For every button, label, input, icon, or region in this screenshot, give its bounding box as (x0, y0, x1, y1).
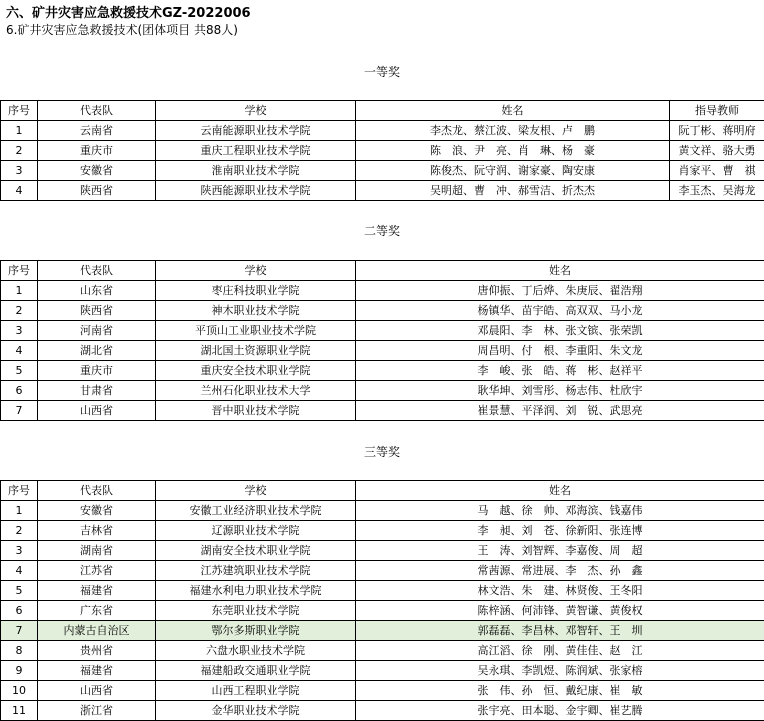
table-row (1, 621, 764, 641)
rank-cell: 4 (1, 561, 38, 581)
team-cell: 重庆市 (38, 361, 156, 381)
column-header: 姓名 (356, 101, 670, 121)
rank-cell: 5 (1, 361, 38, 381)
members-cell: 吴明超、曹 冲、郝雪洁、折杰杰 (356, 181, 670, 201)
members-cell: 马 越、徐 帅、邓海滨、钱嘉伟 (356, 501, 764, 521)
members-cell: 邓晨阳、李 林、张文镔、张荣凯 (356, 321, 764, 341)
members-cell: 陈俊杰、阮守润、谢家豪、陶安康 (356, 161, 670, 181)
school-cell: 辽源职业技术学院 (156, 521, 356, 541)
school-cell: 陕西能源职业技术学院 (156, 181, 356, 201)
school-cell: 重庆工程职业技术学院 (156, 141, 356, 161)
school-cell: 湖南安全技术职业学院 (156, 541, 356, 561)
team-cell: 云南省 (38, 121, 156, 141)
members-cell: 陈梓涵、何沛锋、黄智谦、黄俊权 (356, 601, 764, 621)
school-cell: 枣庄科技职业学院 (156, 281, 356, 301)
advisors-cell: 肖家平、曹 祺 (670, 161, 764, 181)
team-cell: 福建省 (38, 581, 156, 601)
first-prize-table (0, 100, 764, 201)
rank-cell: 9 (1, 661, 38, 681)
members-cell: 李杰龙、蔡江波、梁友根、卢 鹏 (356, 121, 670, 141)
third-prize-caption: 三等奖 (363, 445, 400, 459)
members-cell: 李 峻、张 皓、蒋 彬、赵祥平 (356, 361, 764, 381)
table-row (1, 401, 764, 421)
column-header: 序号 (1, 261, 38, 281)
school-cell: 金华职业技术学院 (156, 701, 356, 721)
table-row (1, 181, 764, 201)
members-cell: 唐仰振、丁后烨、朱庚辰、翟浩翔 (356, 281, 764, 301)
advisors-cell: 李玉杰、吴海龙 (670, 181, 764, 201)
rank-cell: 6 (1, 601, 38, 621)
members-cell: 崔景慧、平泽润、刘 锐、武思亮 (356, 401, 764, 421)
team-cell: 贵州省 (38, 641, 156, 661)
members-cell: 高江滔、徐 刚、黄佳佳、赵 江 (356, 641, 764, 661)
members-cell: 李 昶、刘 苍、徐新阳、张连博 (356, 521, 764, 541)
team-cell: 甘肃省 (38, 381, 156, 401)
members-cell: 张宇亮、田本聪、金宇卿、崔艺腾 (356, 701, 764, 721)
team-cell: 广东省 (38, 601, 156, 621)
school-cell: 重庆安全技术职业学院 (156, 361, 356, 381)
team-cell: 安徽省 (38, 501, 156, 521)
school-cell: 晋中职业技术学院 (156, 401, 356, 421)
rank-cell: 6 (1, 381, 38, 401)
school-cell: 六盘水职业技术学院 (156, 641, 356, 661)
rank-cell: 11 (1, 701, 38, 721)
table-row (1, 121, 764, 141)
column-header: 代表队 (38, 101, 156, 121)
team-cell: 浙江省 (38, 701, 156, 721)
table-row (1, 321, 764, 341)
table-row (1, 281, 764, 301)
team-cell: 山西省 (38, 681, 156, 701)
school-cell: 江苏建筑职业技术学院 (156, 561, 356, 581)
table-row (1, 361, 764, 381)
first-prize-caption: 一等奖 (363, 65, 400, 79)
members-cell: 耿华坤、刘雪彤、杨志伟、杜欣宇 (356, 381, 764, 401)
team-cell: 江苏省 (38, 561, 156, 581)
second-prize-caption: 二等奖 (363, 224, 400, 238)
page-title: 六、矿井灾害应急救援技术GZ-2022006 (6, 6, 251, 21)
third-prize-table (0, 480, 764, 721)
rank-cell: 3 (1, 541, 38, 561)
advisors-cell: 阮丁彬、蒋明府 (670, 121, 764, 141)
table-row (1, 161, 764, 181)
rank-cell: 4 (1, 181, 38, 201)
column-header: 指导教师 (670, 101, 764, 121)
column-header: 学校 (156, 481, 356, 501)
school-cell: 东莞职业技术学院 (156, 601, 356, 621)
members-cell: 张 伟、孙 恒、戴纪康、崔 敏 (356, 681, 764, 701)
team-cell: 河南省 (38, 321, 156, 341)
table-header-row (1, 261, 764, 281)
column-header: 代表队 (38, 261, 156, 281)
rank-cell: 3 (1, 161, 38, 181)
second-prize-table (0, 260, 764, 421)
rank-cell: 4 (1, 341, 38, 361)
team-cell: 山东省 (38, 281, 156, 301)
rank-cell: 1 (1, 281, 38, 301)
school-cell: 山西工程职业学院 (156, 681, 356, 701)
advisors-cell: 黄文祥、骆大勇 (670, 141, 764, 161)
school-cell: 鄂尔多斯职业学院 (156, 621, 356, 641)
table-row (1, 541, 764, 561)
members-cell: 杨镇华、苗宇皓、高双双、马小龙 (356, 301, 764, 321)
table-row (1, 581, 764, 601)
table-row (1, 301, 764, 321)
team-cell: 福建省 (38, 661, 156, 681)
table-header-row (1, 481, 764, 501)
school-cell: 兰州石化职业技术大学 (156, 381, 356, 401)
members-cell: 常茜源、常进展、李 杰、孙 鑫 (356, 561, 764, 581)
rank-cell: 10 (1, 681, 38, 701)
table-row (1, 641, 764, 661)
table-row (1, 141, 764, 161)
school-cell: 安徽工业经济职业技术学院 (156, 501, 356, 521)
team-cell: 吉林省 (38, 521, 156, 541)
rank-cell: 2 (1, 301, 38, 321)
rank-cell: 7 (1, 621, 38, 641)
column-header: 学校 (156, 261, 356, 281)
column-header: 代表队 (38, 481, 156, 501)
column-header: 序号 (1, 481, 38, 501)
rank-cell: 3 (1, 321, 38, 341)
column-header: 序号 (1, 101, 38, 121)
team-cell: 陕西省 (38, 181, 156, 201)
members-cell: 王 涛、刘智辉、李嘉俊、周 超 (356, 541, 764, 561)
table-row (1, 701, 764, 721)
school-cell: 云南能源职业技术学院 (156, 121, 356, 141)
school-cell: 福建水利电力职业技术学院 (156, 581, 356, 601)
page-subtitle: 6.矿井灾害应急救援技术(团体项目 共88人) (6, 23, 238, 37)
table-row (1, 601, 764, 621)
table-row (1, 661, 764, 681)
table-row (1, 501, 764, 521)
table-row (1, 521, 764, 541)
school-cell: 湖北国土资源职业学院 (156, 341, 356, 361)
team-cell: 陕西省 (38, 301, 156, 321)
team-cell: 安徽省 (38, 161, 156, 181)
members-cell: 陈 浪、尹 亮、肖 琳、杨 豪 (356, 141, 670, 161)
team-cell: 内蒙古自治区 (38, 621, 156, 641)
table-row (1, 681, 764, 701)
members-cell: 周昌明、付 根、李重阳、朱文龙 (356, 341, 764, 361)
column-header: 学校 (156, 101, 356, 121)
school-cell: 淮南职业技术学院 (156, 161, 356, 181)
rank-cell: 1 (1, 501, 38, 521)
rank-cell: 2 (1, 141, 38, 161)
school-cell: 神木职业技术学院 (156, 301, 356, 321)
table-header-row (1, 101, 764, 121)
rank-cell: 2 (1, 521, 38, 541)
school-cell: 福建船政交通职业学院 (156, 661, 356, 681)
column-header: 姓名 (356, 481, 764, 501)
rank-cell: 7 (1, 401, 38, 421)
rank-cell: 5 (1, 581, 38, 601)
members-cell: 吴永琪、李凯煜、陈润斌、张家榕 (356, 661, 764, 681)
rank-cell: 8 (1, 641, 38, 661)
team-cell: 湖北省 (38, 341, 156, 361)
table-row (1, 341, 764, 361)
school-cell: 平顶山工业职业技术学院 (156, 321, 356, 341)
table-row (1, 381, 764, 401)
members-cell: 郭磊磊、李昌林、邓智轩、王 圳 (356, 621, 764, 641)
rank-cell: 1 (1, 121, 38, 141)
team-cell: 重庆市 (38, 141, 156, 161)
table-row (1, 561, 764, 581)
column-header: 姓名 (356, 261, 764, 281)
team-cell: 山西省 (38, 401, 156, 421)
team-cell: 湖南省 (38, 541, 156, 561)
members-cell: 林文浩、朱 建、林贤俊、王冬阳 (356, 581, 764, 601)
